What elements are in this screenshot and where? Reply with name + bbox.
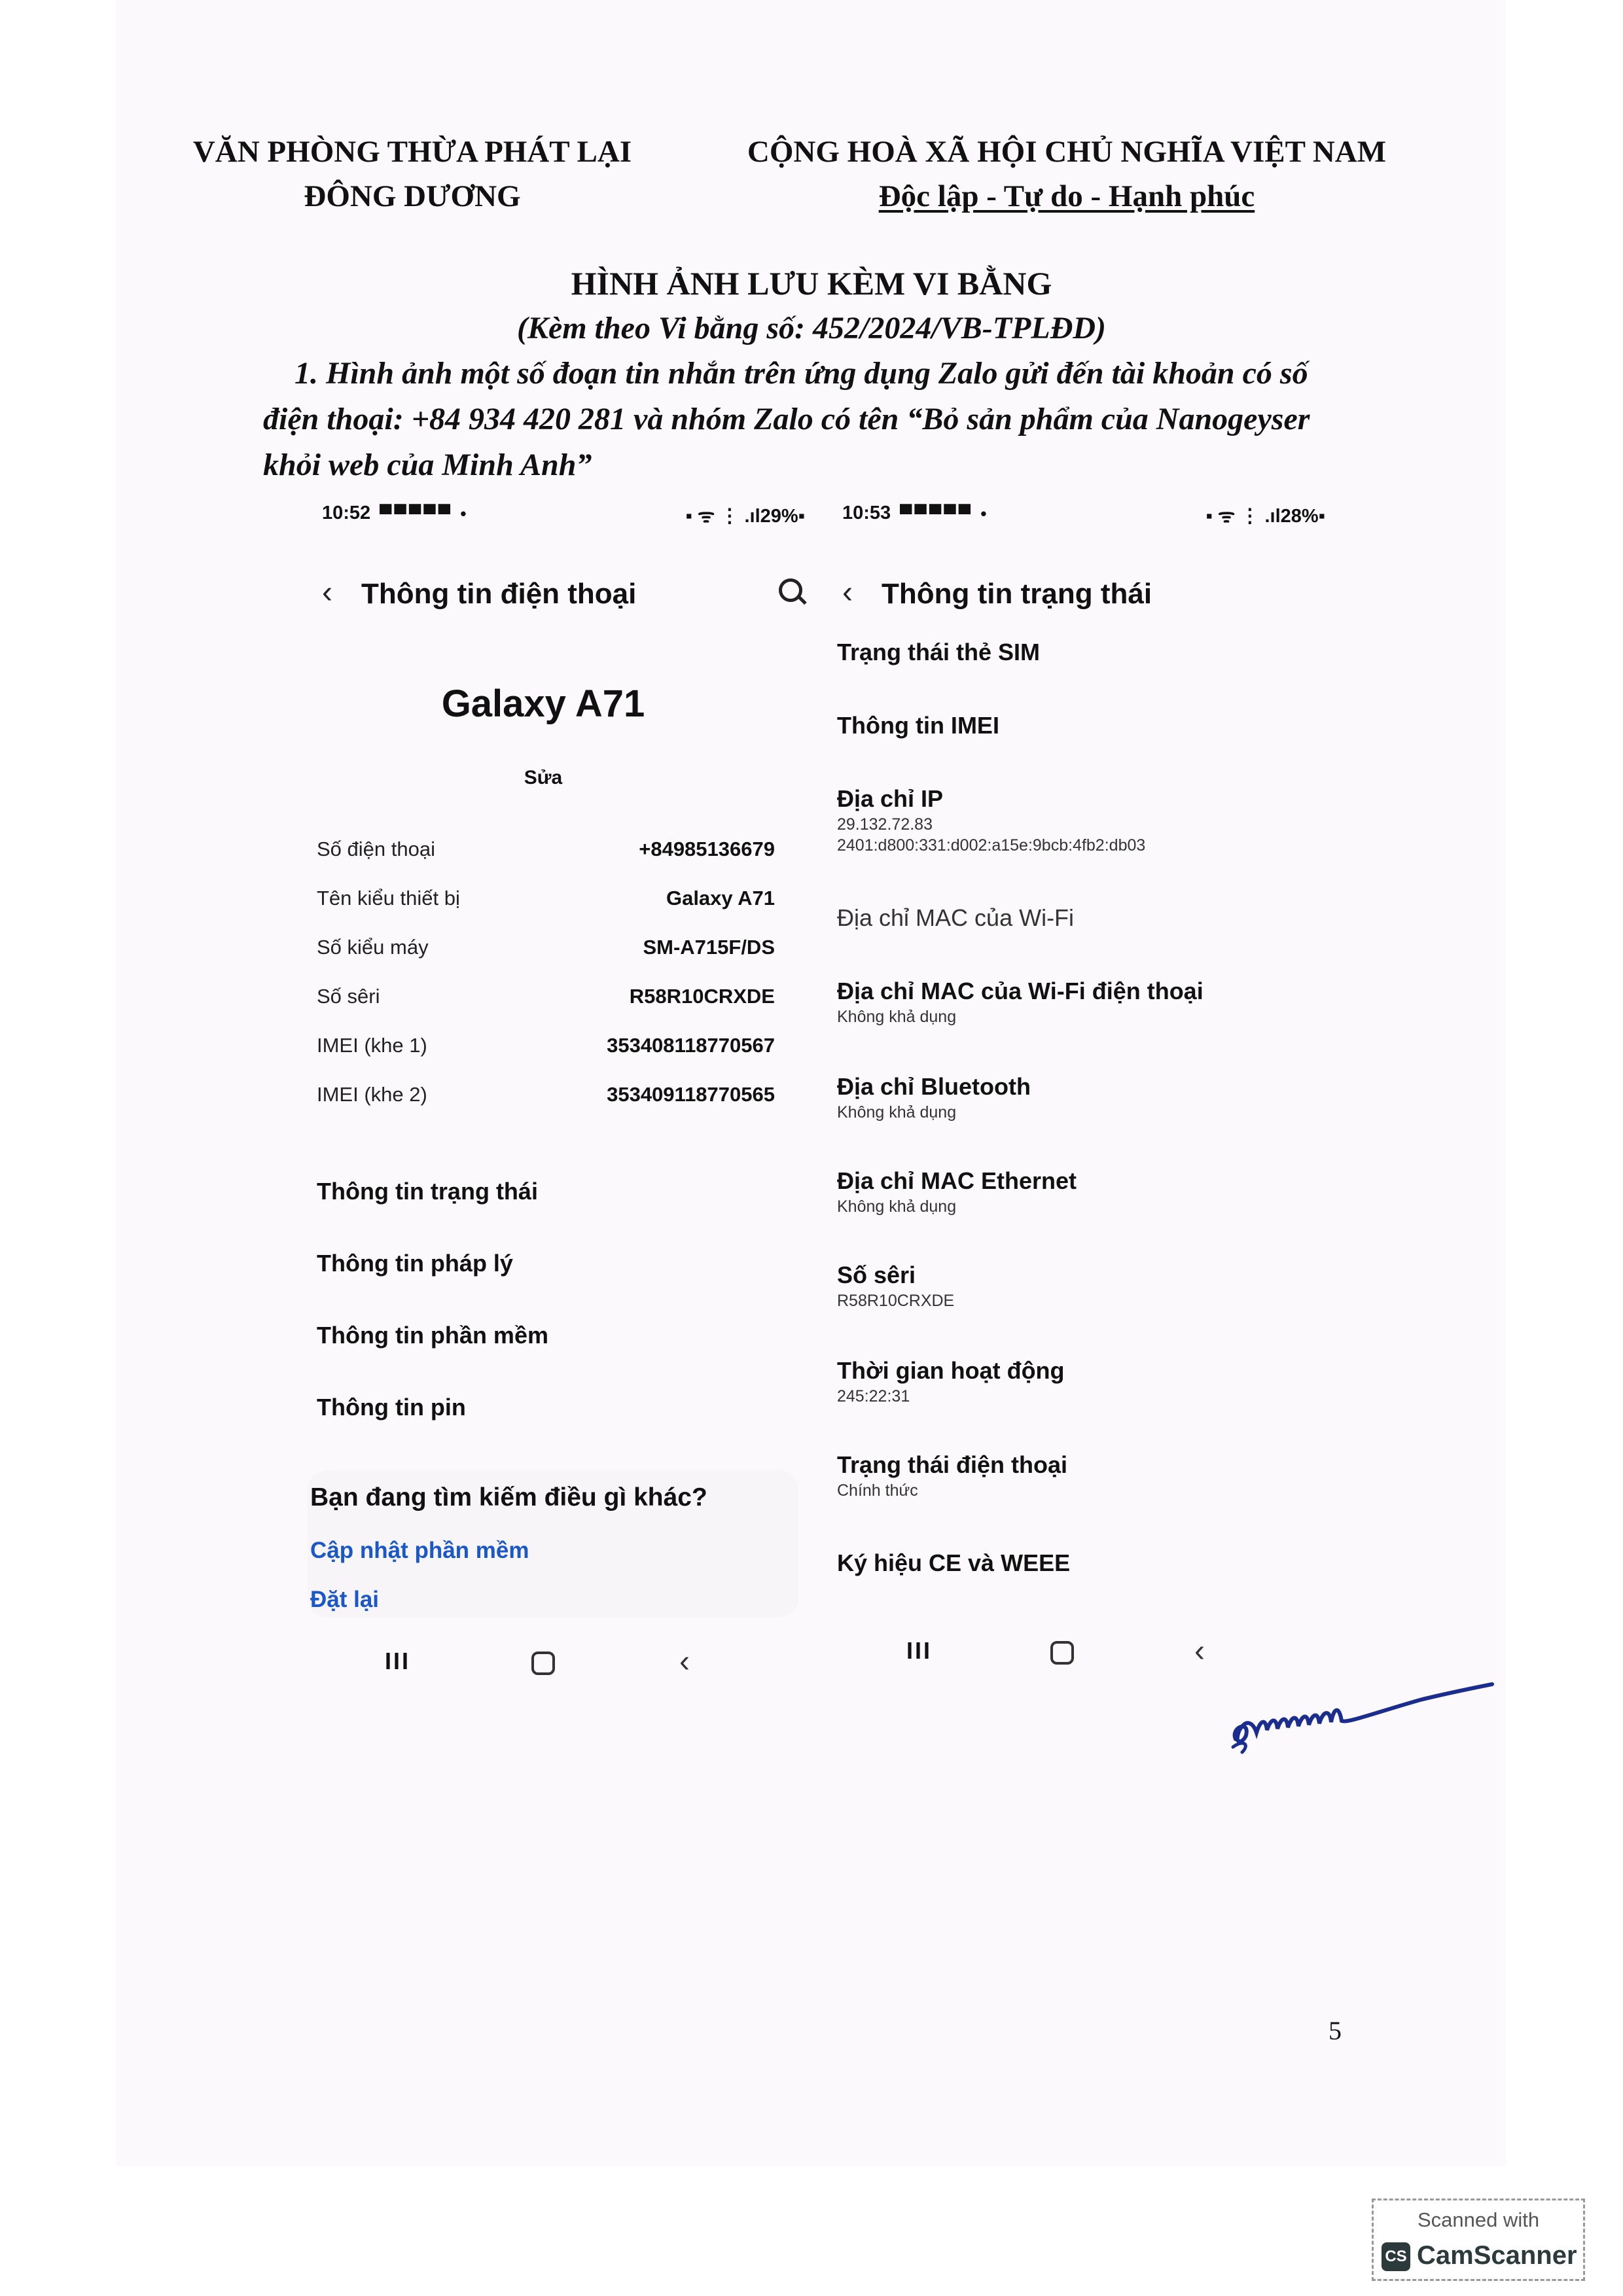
menu-status-info[interactable]: Thông tin trạng thái [317,1178,538,1205]
document-subtitle: (Kèm theo Vi bằng số: 452/2024/VB-TPLĐD) [517,311,1106,345]
link-reset[interactable]: Đặt lại [310,1587,380,1612]
status-item-phone-state [837,1450,1334,1501]
recents-icon[interactable]: III [906,1637,933,1664]
info-row-imei2 [317,1083,775,1109]
page-number: 5 [1329,2016,1342,2045]
status-item-value: Không khả dụng [837,1197,957,1216]
home-icon[interactable] [1050,1641,1074,1665]
office-name-line2: ĐÔNG DƯƠNG [304,179,521,213]
status-item-value-ipv6: 2401:d800:331:d002:a15e:9bcb:4fb2:db03 [837,836,1146,855]
status-item-title: Địa chỉ MAC của Wi-Fi [837,904,1075,931]
status-item-value: 29.132.72.83 [837,815,933,834]
info-label: IMEI (khe 2) [317,1083,427,1106]
screen-title: Thông tin điện thoại [361,578,637,610]
status-item-value: Không khả dụng [837,1008,957,1026]
info-value: SM-A715F/DS [643,936,775,959]
status-item-wifi-mac [837,903,1334,933]
phone-screenshot-status-info [828,492,1345,1670]
status-item-phone-wifi-mac [837,976,1334,1027]
suggestion-card [308,1470,798,1617]
info-label: Số điện thoại [317,838,435,860]
status-item-title: Địa chỉ MAC của Wi-Fi điện thoại [837,978,1204,1004]
back-arrow-icon[interactable]: ‹ [322,575,332,610]
app-bar [834,571,1345,616]
info-value: R58R10CRXDE [629,985,775,1008]
nation-name: CỘNG HOÀ XÃ HỘI CHỦ NGHĨA VIỆT NAM [747,135,1387,169]
status-item-title: Địa chỉ IP [837,785,944,812]
status-item-value: 245:22:31 [837,1387,910,1405]
search-icon[interactable] [779,578,802,602]
info-label: IMEI (khe 1) [317,1034,427,1057]
status-item-title: Ký hiệu CE và WEEE [837,1549,1071,1576]
document-paragraph: 1. Hình ảnh một số đoạn tin nhắn trên ứng dụng Zalo gửi đến tài khoản có số điện thoại: +84 934 420 281 và nhóm Zalo có tên “Bỏ sản phẩm của Nanogeyser khỏi web của Minh Anh” [263,356,1310,482]
info-row-imei1 [317,1034,775,1060]
status-item-uptime [837,1356,1334,1407]
phone-screenshot-device-info [308,492,825,1679]
handwritten-signature [1224,1662,1499,1760]
info-value: +84985136679 [639,838,775,860]
status-item-title: Thông tin IMEI [837,712,999,739]
status-item-title: Trạng thái điện thoại [837,1451,1068,1478]
status-item-bluetooth [837,1072,1334,1123]
status-item-sim[interactable] [837,637,1334,667]
watermark-caption: Scanned with [1417,2208,1540,2231]
office-name-line1: VĂN PHÒNG THỪA PHÁT LẠI [192,135,632,169]
info-label: Số sêri [317,985,380,1008]
info-value: 353409118770565 [607,1083,775,1106]
info-value: 353408118770567 [607,1034,775,1057]
home-icon[interactable] [531,1651,555,1675]
menu-battery-info[interactable]: Thông tin pin [317,1394,466,1421]
status-item-ip [837,784,1334,856]
info-value: Galaxy A71 [666,887,775,910]
status-item-ce-weee[interactable] [837,1548,1334,1578]
status-item-title: Số sêri [837,1262,916,1288]
status-item-value: Chính thức [837,1481,918,1500]
status-right-icons: ▪ ᯤ ⋮ .ıl29%▪ [685,506,805,527]
status-item-title: Trạng thái thẻ SIM [837,639,1041,665]
status-right-icons: ▪ ᯤ ⋮ .ıl28%▪ [1205,506,1325,527]
info-row-phone-number [317,838,775,864]
menu-software-info[interactable]: Thông tin phần mềm [317,1322,548,1349]
screen-title: Thông tin trạng thái [882,578,1152,610]
status-item-value: Không khả dụng [837,1103,957,1122]
status-time: 10:53 [842,503,891,523]
info-row-model-name [317,887,775,913]
document-title: HÌNH ẢNH LƯU KÈM VI BẰNG [571,265,1052,302]
info-label: Số kiểu máy [317,936,429,959]
info-row-serial [317,985,775,1011]
watermark-brand: CamScanner [1417,2241,1577,2270]
menu-legal-info[interactable]: Thông tin pháp lý [317,1250,513,1277]
status-item-imei[interactable] [837,711,1334,741]
info-row-model-number [317,936,775,962]
navigation-bar [308,1645,779,1684]
national-motto: Độc lập - Tự do - Hạnh phúc [878,179,1255,213]
camscanner-watermark [1372,2199,1585,2281]
link-software-update[interactable]: Cập nhật phần mềm [310,1538,529,1563]
notification-icons: ▀▀▀▀▀ • [900,504,990,523]
status-item-value: R58R10CRXDE [837,1292,955,1310]
notification-icons: ▀▀▀▀▀ • [380,504,469,523]
suggestion-question: Bạn đang tìm kiếm điều gì khác? [310,1483,707,1511]
info-label: Tên kiểu thiết bị [317,887,460,910]
office-header [164,130,661,219]
status-bar [842,503,1345,529]
recents-icon[interactable]: III [385,1648,411,1674]
status-item-title: Địa chỉ MAC Ethernet [837,1167,1077,1194]
status-time: 10:52 [322,503,371,523]
status-item-title: Thời gian hoạt động [837,1357,1065,1384]
nation-header [713,130,1420,219]
back-nav-icon[interactable]: ‹ [679,1644,690,1679]
device-name: Galaxy A71 [441,682,645,725]
status-bar [322,503,825,529]
status-item-ethernet-mac [837,1166,1334,1217]
status-item-serial [837,1260,1334,1311]
back-arrow-icon[interactable]: ‹ [842,575,853,610]
status-item-title: Địa chỉ Bluetooth [837,1073,1031,1100]
back-nav-icon[interactable]: ‹ [1194,1634,1205,1669]
camscanner-logo-icon: CS [1382,2242,1410,2271]
edit-button[interactable]: Sửa [524,767,563,788]
app-bar [314,571,825,616]
